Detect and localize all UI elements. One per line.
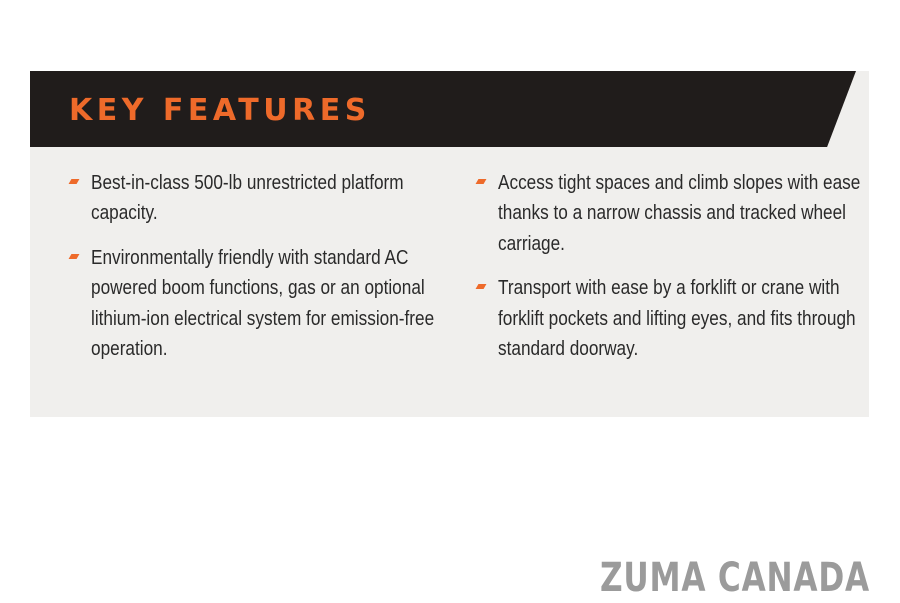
bullet-icon <box>69 179 80 184</box>
brand-watermark: ZUMA CANADA <box>600 555 870 601</box>
bullet-icon <box>69 254 80 259</box>
feature-item <box>477 273 857 364</box>
feature-item <box>70 168 450 229</box>
feature-item <box>477 168 861 259</box>
bullet-icon <box>476 284 487 289</box>
feature-text: Transport with ease by a forklift or crane with forklift pockets and lifting eyes, and fits through standard doorway. <box>498 277 856 361</box>
feature-text: Access tight spaces and climb slopes with ease thanks to a narrow chassis and tracked wheel carriage. <box>498 172 861 255</box>
section-title: KEY FEATURES <box>69 93 371 128</box>
feature-item <box>70 243 450 365</box>
bullet-icon <box>476 179 487 184</box>
features-column-right <box>477 168 861 378</box>
feature-text: Environmentally friendly with standard AC powered boom functions, gas or an optional lithium-ion electrical system for emission-free operation. <box>91 246 435 361</box>
feature-text: Best-in-class 500-lb unrestricted platform capacity. <box>91 172 404 225</box>
features-column-left <box>70 168 450 378</box>
